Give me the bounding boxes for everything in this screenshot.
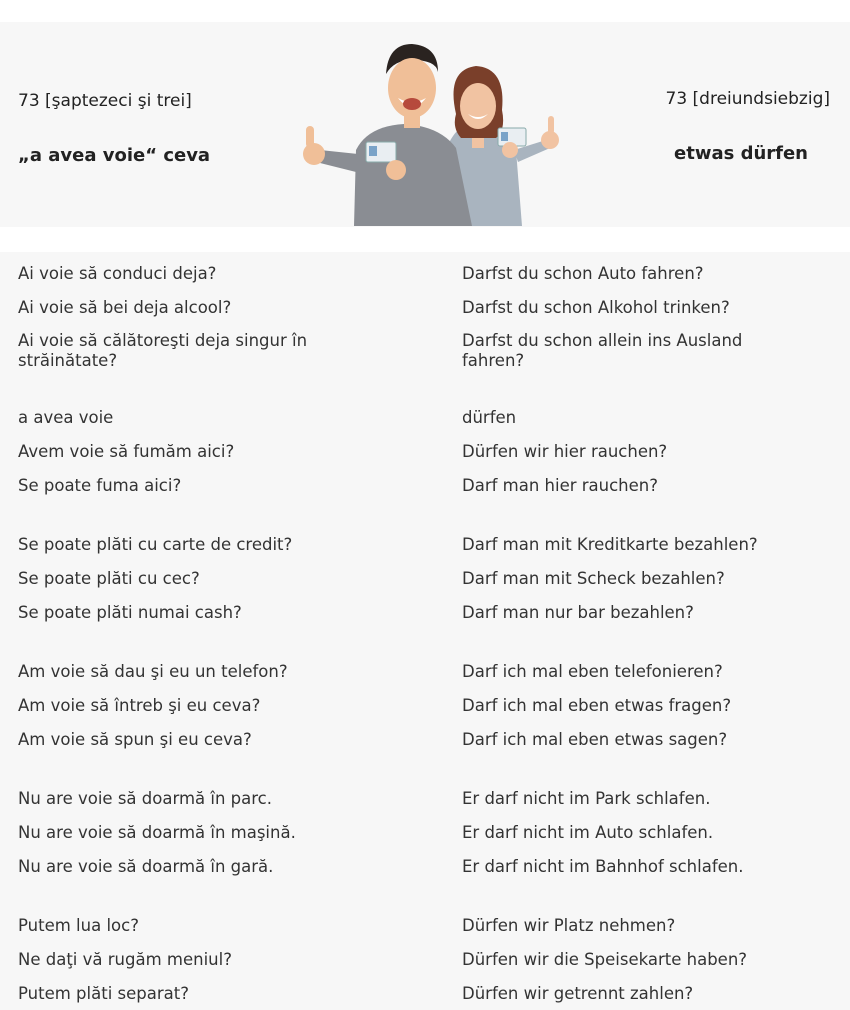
phrase-romanian: Nu are voie să doarmă în gară. <box>18 857 274 876</box>
phrase-romanian: a avea voie <box>18 408 114 427</box>
phrase-romanian: Se poate plăti cu cec? <box>18 569 200 588</box>
phrase-german: Darf man hier rauchen? <box>462 476 659 495</box>
man-figure <box>303 44 472 226</box>
phrase-german: Darf man nur bar bezahlen? <box>462 603 694 622</box>
phrase-german: Dürfen wir hier rauchen? <box>462 442 668 461</box>
lesson-title-german: etwas dürfen <box>674 143 808 164</box>
phrase-german: Er darf nicht im Bahnhof schlafen. <box>462 857 744 876</box>
phrase-german: Darf man mit Scheck bezahlen? <box>462 569 725 588</box>
phrase-german: Dürfen wir getrennt zahlen? <box>462 984 694 1003</box>
phrase-romanian: Am voie să spun şi eu ceva? <box>18 730 252 749</box>
phrase-romanian: Avem voie să fumăm aici? <box>18 442 235 461</box>
phrase-romanian: Ne daţi vă rugăm meniul? <box>18 950 232 969</box>
phrase-german: Darfst du schon allein ins Ausland fahren? <box>462 331 743 370</box>
phrase-german: Darf man mit Kreditkarte bezahlen? <box>462 535 758 554</box>
phrase-romanian: Ai voie să călătoreşti deja singur în străinătate? <box>18 331 308 370</box>
lesson-number-romanian: 73 [şaptezeci şi trei] <box>18 91 192 111</box>
phrase-romanian: Nu are voie să doarmă în maşină. <box>18 823 296 842</box>
phrase-romanian: Ai voie să bei deja alcool? <box>18 298 232 317</box>
phrase-german: dürfen <box>462 408 517 427</box>
header-photo <box>296 30 568 226</box>
lesson-number-german: 73 [dreiundsiebzig] <box>665 89 830 109</box>
lesson-title-romanian: „a avea voie“ ceva <box>18 145 211 166</box>
phrase-romanian: Nu are voie să doarmă în parc. <box>18 789 272 808</box>
phrase-german: Darf ich mal eben etwas sagen? <box>462 730 728 749</box>
phrase-german: Dürfen wir Platz nehmen? <box>462 916 676 935</box>
phrase-german: Dürfen wir die Speisekarte haben? <box>462 950 748 969</box>
phrase-romanian: Putem lua loc? <box>18 916 139 935</box>
phrase-german: Darfst du schon Auto fahren? <box>462 264 704 283</box>
phrase-german: Er darf nicht im Auto schlafen. <box>462 823 714 842</box>
phrase-german: Darf ich mal eben etwas fragen? <box>462 696 732 715</box>
phrase-list <box>0 252 850 1010</box>
phrase-german: Er darf nicht im Park schlafen. <box>462 789 711 808</box>
phrase-romanian: Putem plăti separat? <box>18 984 189 1003</box>
phrase-romanian: Se poate plăti numai cash? <box>18 603 242 622</box>
phrase-romanian: Am voie să dau şi eu un telefon? <box>18 662 288 681</box>
phrase-romanian: Se poate plăti cu carte de credit? <box>18 535 293 554</box>
phrase-romanian: Se poate fuma aici? <box>18 476 182 495</box>
lesson-header <box>0 22 850 227</box>
phrase-romanian: Am voie să întreb şi eu ceva? <box>18 696 261 715</box>
phrase-german: Darfst du schon Alkohol trinken? <box>462 298 730 317</box>
phrase-german: Darf ich mal eben telefonieren? <box>462 662 723 681</box>
phrase-romanian: Ai voie să conduci deja? <box>18 264 217 283</box>
